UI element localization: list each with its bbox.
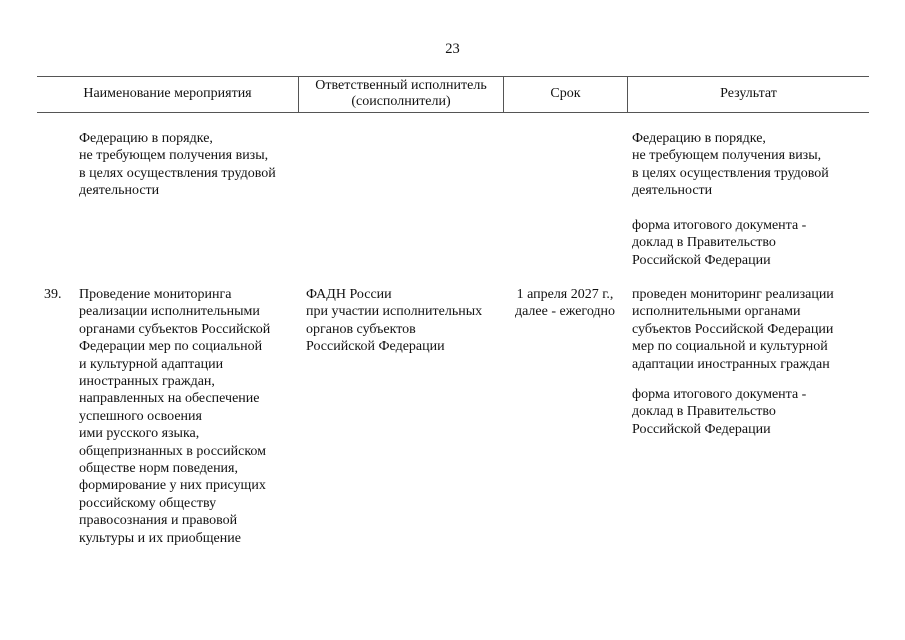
header-bottom-rule — [37, 112, 869, 113]
row-39-deadline: 1 апреля 2027 г., далее - ежегодно — [514, 287, 616, 320]
continued-row-name: Федерацию в порядке, не требующем получения визы, в целях осуществления трудовой деятельности — [79, 131, 276, 199]
row-39-result-form: форма итогового документа - доклад в Правительство Российской Федерации — [632, 387, 807, 437]
row-number: 39. — [44, 287, 62, 302]
continued-row-result: Федерацию в порядке, не требующем получения визы, в целях осуществления трудовой деятельности — [632, 131, 829, 199]
header-col-executor: Ответственный исполнитель (соисполнители) — [315, 78, 487, 109]
header-col-deadline: Срок — [550, 86, 581, 101]
header-col-name: Наименование мероприятия — [83, 86, 252, 101]
row-39-name: Проведение мониторинга реализации исполнительными органами субъектов Российской Федерации мер по социальной и культурной адаптации иностранных граждан, направленных на обеспечение успешного освоения ими русского языка, общепризнанных в российском обществе норм поведения, формирование у них присущих российскому обществу правосознания и правовой культуры и их приобщение — [79, 287, 271, 546]
page-number: 23 — [445, 41, 460, 57]
continued-row-result-form: форма итогового документа - доклад в Правительство Российской Федерации — [632, 218, 807, 268]
row-39-executor: ФАДН России при участии исполнительных органов субъектов Российской Федерации — [306, 287, 483, 355]
header-col-result: Результат — [720, 86, 777, 101]
row-39-result: проведен мониторинг реализации исполнительными органами субъектов Российской Федерации мер по социальной и культурной адаптации иностранных граждан — [632, 287, 834, 372]
